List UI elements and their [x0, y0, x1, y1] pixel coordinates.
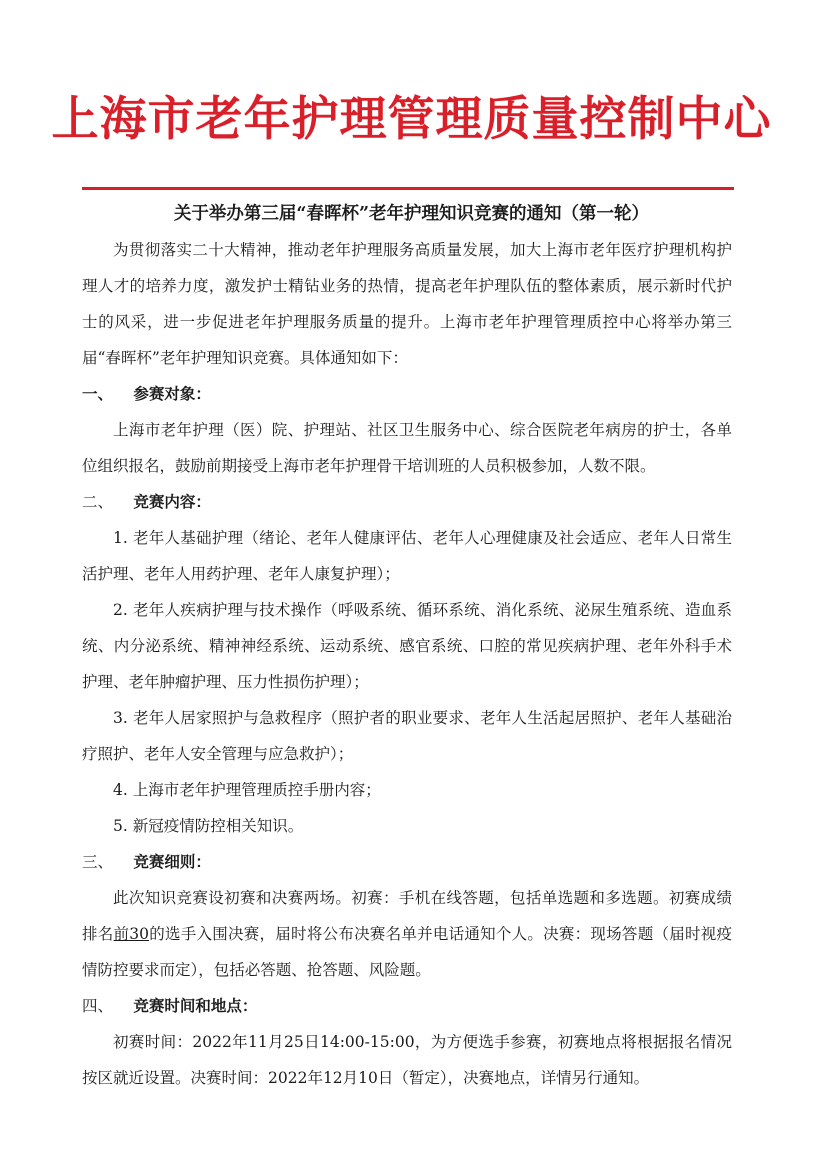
- content-item-3: 3. 老年人居家照护与急救程序（照护者的职业要求、老年人生活起居照护、老年人基础治疗照护、老年人安全管理与应急救护）；: [82, 709, 732, 763]
- notice-body: [82, 232, 732, 1096]
- section-title: 竞赛时间和地点：: [133, 996, 258, 1015]
- section-number: 二、: [82, 493, 114, 511]
- content-item-2: 2. 老年人疾病护理与技术操作（呼吸系统、循环系统、消化系统、泌尿生殖系统、造血系统、内分泌系统、精神神经系统、运动系统、感官系统、口腔的常见疾病护理、老年外科手术护理、老年肿瘤护理、压力性损伤护理）；: [82, 601, 732, 691]
- content-item-5: 5. 新冠疫情防控相关知识。: [113, 817, 304, 835]
- content-item-1: 1. 老年人基础护理（绪论、老年人健康评估、老年人心理健康及社会适应、老年人日常生活护理、老年人用药护理、老年人康复护理）；: [82, 529, 732, 583]
- section-number: 四、: [82, 997, 114, 1015]
- section-heading-1: [82, 376, 732, 412]
- header-rule: [82, 187, 734, 190]
- section-title: 竞赛细则：: [133, 852, 211, 871]
- notice-title: 关于举办第三届“春晖杯”老年护理知识竞赛的通知（第一轮）: [173, 204, 650, 224]
- organization-title: 上海市老年护理管理质量控制中心: [51, 92, 772, 147]
- section-number: 三、: [82, 853, 114, 871]
- rules-underlined-rank: 前30: [113, 925, 149, 943]
- section-title: 参赛对象：: [133, 384, 211, 403]
- content-item-4: 4. 上海市老年护理管理质控手册内容；: [113, 781, 381, 799]
- section-3-paragraph: [82, 880, 732, 988]
- section-heading-4: [82, 988, 732, 1024]
- section-number: 一、: [82, 384, 114, 403]
- rules-text-part-1: 此次知识竞赛设初赛和决赛两场。初赛：手机在线答题，包括单选题和多选题。初赛成绩排名: [82, 889, 732, 943]
- section-4-paragraph: 初赛时间：2022年11月25日14:00-15:00，为方便选手参赛，初赛地点将根据报名情况按区就近设置。决赛时间：2022年12月10日（暂定），决赛地点，详情另行通知。: [82, 1033, 732, 1087]
- section-heading-2: [82, 484, 732, 520]
- intro-paragraph: 为贯彻落实二十大精神，推动老年护理服务高质量发展，加大上海市老年医疗护理机构护理人才的培养力度，激发护士精钻业务的热情，提高老年护理队伍的整体素质，展示新时代护士的风采，进一步促进老年护理服务质量的提升。上海市老年护理管理质控中心将举办第三届“春晖杯”老年护理知识竞赛。具体通知如下：: [82, 241, 732, 367]
- section-title: 竞赛内容：: [133, 492, 211, 511]
- section-heading-3: [82, 844, 732, 880]
- rules-text-part-2: 的选手入围决赛，届时将公布决赛名单并电话通知个人。决赛：现场答题（届时视疫情防控要求而定），包括必答题、抢答题、风险题。: [82, 925, 732, 979]
- section-1-paragraph: 上海市老年护理（医）院、护理站、社区卫生服务中心、综合医院老年病房的护士，各单位组织报名，鼓励前期接受上海市老年护理骨干培训班的人员积极参加，人数不限。: [82, 421, 732, 475]
